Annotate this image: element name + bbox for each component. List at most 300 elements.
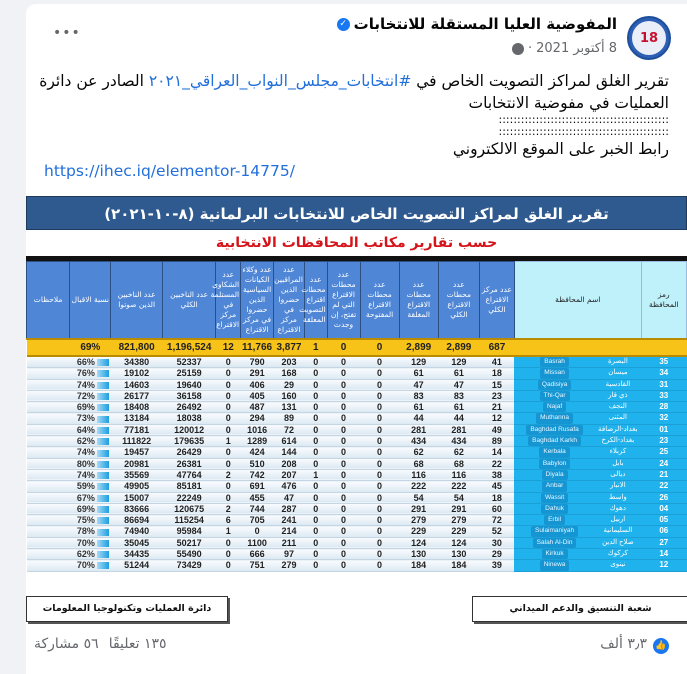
cell-suspended: 0 — [304, 549, 327, 560]
cell-closed: 279 — [399, 515, 438, 526]
turnout-bar — [97, 529, 109, 536]
turnout-value: 62% — [76, 436, 95, 447]
cell-observers: 241 — [274, 515, 305, 526]
cell-total-stations: 47 — [438, 379, 479, 390]
cell-closed: 434 — [399, 436, 438, 447]
province-en-label: Erbil — [544, 515, 565, 525]
globe-icon — [512, 43, 524, 55]
cell-observers: 476 — [274, 481, 305, 492]
cell-total-voters: 22249 — [162, 492, 216, 503]
turnout-bar — [97, 506, 109, 513]
cell-closed: 130 — [399, 549, 438, 560]
turnout-value: 67% — [76, 492, 95, 503]
turnout-bar — [97, 540, 109, 547]
cell-not-opened: 0 — [327, 424, 360, 435]
cell-total-centers: 29 — [479, 549, 514, 560]
post-date[interactable]: 8 أكتوبر 2021 — [536, 41, 617, 56]
cell-not-opened: 0 — [327, 356, 360, 368]
cell-province-name-en — [514, 503, 594, 514]
page-avatar[interactable] — [627, 16, 671, 60]
cell-party-agents: 424 — [241, 447, 274, 458]
cell-total-stations: 281 — [438, 424, 479, 435]
cell-province-code: 33 — [641, 390, 686, 401]
news-url-link[interactable]: https://ihec.iq/elementor-14775/ — [44, 162, 295, 180]
cell-total-stations: 62 — [438, 447, 479, 458]
cell-suspended: 0 — [304, 537, 327, 548]
cell-observers: 208 — [274, 458, 305, 469]
row-notes — [27, 447, 70, 458]
cell-party-agents: 294 — [241, 413, 274, 424]
table-row — [27, 413, 687, 424]
cell-province-name-en — [514, 447, 594, 458]
cell-province-name-ar: كركوك — [595, 549, 641, 560]
cell-total-stations: 222 — [438, 481, 479, 492]
cell-province-name-en — [514, 549, 594, 560]
province-en-label: Kirkuk — [542, 549, 568, 559]
cell-province-name-ar: السليمانية — [595, 526, 641, 537]
row-notes — [27, 469, 70, 480]
cell-province-name-ar: القادسية — [595, 379, 641, 390]
cell-total-stations: 124 — [438, 537, 479, 548]
province-en-label: Missan — [540, 368, 569, 378]
cell-suspended: 0 — [304, 492, 327, 503]
post-text-pre: تقرير الغلق لمراكز التصويت الخاص في — [411, 72, 669, 90]
province-en-label: Ninewa — [540, 560, 570, 570]
engagement-bar — [0, 626, 687, 662]
turnout-value: 76% — [76, 368, 95, 379]
cell-suspended: 0 — [304, 481, 327, 492]
cell-turnout — [70, 368, 111, 379]
cell-turnout — [70, 481, 111, 492]
comment-share-stats — [34, 636, 167, 652]
table-row — [27, 356, 687, 368]
report-image[interactable] — [26, 196, 687, 636]
cell-turnout — [70, 458, 111, 469]
table-row — [27, 481, 687, 492]
turnout-bar — [97, 370, 109, 377]
cell-observers: 207 — [274, 469, 305, 480]
cell-party-agents: 455 — [241, 492, 274, 503]
col-suspended: عدد محطات اقتراع التصويت المعلقة — [304, 262, 327, 340]
cell-suspended: 0 — [304, 390, 327, 401]
cell-not-opened: 0 — [327, 515, 360, 526]
cell-turnout — [70, 424, 111, 435]
cell-complaints: 1 — [216, 436, 241, 447]
cell-province-name-en — [514, 469, 594, 480]
cell-voted: 13184 — [111, 413, 162, 424]
cell-complaints: 0 — [216, 537, 241, 548]
shares-count[interactable]: ٥٦ مشاركة — [34, 636, 99, 652]
cell-opened: 0 — [360, 447, 399, 458]
cell-total-centers: 60 — [479, 503, 514, 514]
cell-province-name-ar: واسط — [595, 492, 641, 503]
cell-total-stations: 61 — [438, 402, 479, 413]
cell-complaints: 1 — [216, 526, 241, 537]
cell-province-name-ar: بابل — [595, 458, 641, 469]
divider-dots: :::::::::::::::::::::::::::::::::::::::::::::: — [498, 125, 669, 138]
cell-total-stations: 434 — [438, 436, 479, 447]
post-text — [29, 70, 669, 160]
cell-province-name-en — [514, 413, 594, 424]
cell-total-voters: 26492 — [162, 402, 216, 413]
cell-province-code: 27 — [641, 537, 686, 548]
province-en-label: Baghdad Karkh — [528, 436, 581, 446]
turnout-value: 69% — [76, 402, 95, 413]
row-notes — [27, 515, 70, 526]
cell-party-agents: 1016 — [241, 424, 274, 435]
cell-complaints: 0 — [216, 458, 241, 469]
cell-voted: 49905 — [111, 481, 162, 492]
cell-party-agents: 705 — [241, 515, 274, 526]
turnout-bar — [97, 461, 109, 468]
report-subtitle: حسب تقارير مكاتب المحافظات الانتخابية — [26, 230, 687, 257]
cell-suspended: 0 — [304, 413, 327, 424]
cell-total-stations: 68 — [438, 458, 479, 469]
cell-total-voters: 52337 — [162, 356, 216, 368]
cell-province-name-en — [514, 368, 594, 379]
cell-turnout — [70, 402, 111, 413]
cell-party-agents: 510 — [241, 458, 274, 469]
cell-total-voters: 25159 — [162, 368, 216, 379]
col-province-name: اسم المحافظة — [514, 262, 641, 340]
cell-complaints: 2 — [216, 503, 241, 514]
cell-province-name-ar: البصرة — [595, 356, 641, 368]
cell-suspended: 0 — [304, 379, 327, 390]
avatar-logo: 18 — [632, 21, 666, 55]
turnout-value: 74% — [76, 447, 95, 458]
cell-voted: 19102 — [111, 368, 162, 379]
table-row — [27, 447, 687, 458]
cell-opened: 0 — [360, 549, 399, 560]
cell-closed: 83 — [399, 390, 438, 401]
cell-province-name-en — [514, 537, 594, 548]
cell-voted: 35569 — [111, 469, 162, 480]
total-not-opened: 0 — [327, 339, 360, 356]
cell-total-voters: 36158 — [162, 390, 216, 401]
cell-province-name-ar: دهوك — [595, 503, 641, 514]
cell-total-stations: 291 — [438, 503, 479, 514]
cell-turnout — [70, 503, 111, 514]
cell-province-name-en — [514, 458, 594, 469]
turnout-value: 59% — [76, 481, 95, 492]
cell-suspended: 0 — [304, 368, 327, 379]
cell-province-name-en — [514, 379, 594, 390]
cell-province-code: 01 — [641, 424, 686, 435]
cell-closed: 291 — [399, 503, 438, 514]
cell-complaints: 0 — [216, 368, 241, 379]
row-notes — [27, 390, 70, 401]
cell-province-name-en — [514, 515, 594, 526]
cell-closed: 124 — [399, 537, 438, 548]
province-en-label: Baghdad Rusafa — [526, 425, 582, 435]
cell-total-voters: 95984 — [162, 526, 216, 537]
col-closed: عدد محطات الاقتراع المغلقة — [399, 262, 438, 340]
cell-not-opened: 0 — [327, 469, 360, 480]
cell-turnout — [70, 549, 111, 560]
cell-not-opened: 0 — [327, 526, 360, 537]
hashtag-link[interactable]: #انتخابات_مجلس_النواب_العراقي_٢٠٢١ — [148, 72, 412, 90]
turnout-bar — [97, 404, 109, 411]
cell-total-voters: 120012 — [162, 424, 216, 435]
row-notes — [27, 424, 70, 435]
turnout-value: 74% — [76, 469, 95, 480]
table-row — [27, 560, 687, 571]
cell-suspended: 0 — [304, 402, 327, 413]
cell-turnout — [70, 492, 111, 503]
cell-province-code: 28 — [641, 402, 686, 413]
turnout-bar — [97, 427, 109, 434]
cell-total-stations: 116 — [438, 469, 479, 480]
cell-voted: 15007 — [111, 492, 162, 503]
turnout-value: 70% — [76, 560, 95, 571]
cell-opened: 0 — [360, 458, 399, 469]
cell-province-name-ar: ميسان — [595, 368, 641, 379]
cell-observers: 131 — [274, 402, 305, 413]
cell-total-stations: 129 — [438, 356, 479, 368]
totals-row — [27, 339, 687, 356]
cell-province-name-ar: ديالى — [595, 469, 641, 480]
cell-total-centers: 52 — [479, 526, 514, 537]
cell-complaints: 6 — [216, 515, 241, 526]
turnout-bar — [97, 393, 109, 400]
total-closed: 2,899 — [399, 339, 438, 356]
cell-province-code: 31 — [641, 379, 686, 390]
col-opened: عدد محطات الاقتراع المفتوحة — [360, 262, 399, 340]
table-row — [27, 368, 687, 379]
turnout-bar — [97, 517, 109, 524]
cell-suspended: 0 — [304, 458, 327, 469]
province-en-label: Diyala — [542, 470, 568, 480]
cell-observers: 47 — [274, 492, 305, 503]
cell-suspended: 0 — [304, 515, 327, 526]
row-notes — [27, 436, 70, 447]
cell-total-centers: 15 — [479, 379, 514, 390]
meta-separator: · — [527, 41, 533, 56]
turnout-value: 78% — [76, 526, 95, 537]
cell-total-voters: 50217 — [162, 537, 216, 548]
link-caption: رابط الخبر على الموقع الالكتروني — [452, 140, 669, 158]
cell-total-stations: 44 — [438, 413, 479, 424]
table-row — [27, 402, 687, 413]
cell-opened: 0 — [360, 424, 399, 435]
cell-province-name-ar: بغداد-الكرخ — [595, 436, 641, 447]
post-text-post: الصادر عن دائرة العمليات في مفوضية الانتخابات — [39, 72, 669, 112]
col-observers: عدد المراقبين الذين حضروا في مركز الاقتراع — [274, 262, 305, 340]
turnout-bar — [97, 495, 109, 502]
col-voted: عدد الناخبين الذين صوتوا — [111, 262, 162, 340]
turnout-value: 70% — [76, 537, 95, 548]
cell-closed: 229 — [399, 526, 438, 537]
total-complaints: 12 — [216, 339, 241, 356]
cell-voted: 26177 — [111, 390, 162, 401]
cell-turnout — [70, 537, 111, 548]
cell-complaints: 0 — [216, 481, 241, 492]
cell-voted: 35045 — [111, 537, 162, 548]
cell-observers: 89 — [274, 413, 305, 424]
cell-complaints: 0 — [216, 379, 241, 390]
comments-count[interactable]: ١٣٥ تعليقًا — [108, 636, 167, 652]
table-row — [27, 469, 687, 480]
cell-province-name-ar: صلاح الدين — [595, 537, 641, 548]
table-row — [27, 549, 687, 560]
cell-province-name-en — [514, 560, 594, 571]
total-voted: 821,800 — [111, 339, 162, 356]
cell-total-centers: 18 — [479, 368, 514, 379]
total-stations: 2,899 — [438, 339, 479, 356]
cell-total-centers: 45 — [479, 481, 514, 492]
cell-complaints: 0 — [216, 413, 241, 424]
cell-province-code: 25 — [641, 447, 686, 458]
province-en-label: Basrah — [540, 357, 569, 367]
cell-voted: 74940 — [111, 526, 162, 537]
row-notes — [27, 413, 70, 424]
turnout-bar — [97, 483, 109, 490]
cell-party-agents: 406 — [241, 379, 274, 390]
cell-opened: 0 — [360, 368, 399, 379]
cell-opened: 0 — [360, 413, 399, 424]
row-notes — [27, 458, 70, 469]
cell-total-centers: 23 — [479, 390, 514, 401]
table-row — [27, 379, 687, 390]
col-total-centers: عدد مركز الاقتراع الكلي — [479, 262, 514, 340]
turnout-value: 74% — [76, 379, 95, 390]
cell-suspended: 0 — [304, 526, 327, 537]
table-header-row — [27, 262, 687, 340]
cell-observers: 168 — [274, 368, 305, 379]
row-notes — [27, 402, 70, 413]
province-en-label: Salah Al-Din — [533, 538, 577, 548]
cell-total-stations: 279 — [438, 515, 479, 526]
more-options-button[interactable]: ••• — [53, 25, 81, 41]
cell-observers: 211 — [274, 537, 305, 548]
cell-closed: 44 — [399, 413, 438, 424]
col-total-voters: عدد الناخبين الكلي — [162, 262, 216, 340]
row-notes — [27, 481, 70, 492]
cell-province-name-ar: المثنى — [595, 413, 641, 424]
cell-province-code: 35 — [641, 356, 686, 368]
cell-suspended: 0 — [304, 356, 327, 368]
cell-voted: 14603 — [111, 379, 162, 390]
cell-party-agents: 0 — [241, 526, 274, 537]
cell-turnout — [70, 469, 111, 480]
cell-observers: 72 — [274, 424, 305, 435]
cell-opened: 0 — [360, 526, 399, 537]
cell-not-opened: 0 — [327, 390, 360, 401]
cell-opened: 0 — [360, 560, 399, 571]
cell-province-name-en — [514, 492, 594, 503]
cell-complaints: 0 — [216, 424, 241, 435]
cell-total-voters: 85181 — [162, 481, 216, 492]
page-name-link[interactable]: المفوضية العليا المستقلة للانتخابات — [353, 15, 617, 33]
cell-total-centers: 72 — [479, 515, 514, 526]
cell-party-agents: 487 — [241, 402, 274, 413]
cell-complaints: 0 — [216, 447, 241, 458]
cell-total-stations: 83 — [438, 390, 479, 401]
likes-count[interactable]: ٣٫٣ ألف — [600, 636, 647, 652]
cell-voted: 34380 — [111, 356, 162, 368]
cell-province-code: 14 — [641, 549, 686, 560]
cell-not-opened: 0 — [327, 402, 360, 413]
table-row — [27, 424, 687, 435]
cell-closed: 68 — [399, 458, 438, 469]
province-en-label: Sulaimaniyah — [531, 526, 578, 536]
totals-province-blank — [514, 339, 686, 356]
table-row — [27, 503, 687, 514]
cell-province-code: 06 — [641, 526, 686, 537]
cell-observers: 97 — [274, 549, 305, 560]
cell-party-agents: 1100 — [241, 537, 274, 548]
cell-province-name-en — [514, 481, 594, 492]
cell-total-centers: 49 — [479, 424, 514, 435]
row-notes — [27, 549, 70, 560]
cell-not-opened: 0 — [327, 368, 360, 379]
turnout-bar — [97, 438, 109, 445]
cell-opened: 0 — [360, 436, 399, 447]
turnout-value: 69% — [76, 503, 95, 514]
cell-province-code: 32 — [641, 413, 686, 424]
province-en-label: Babylon — [539, 459, 571, 469]
total-turnout: 69% — [70, 339, 111, 356]
cell-suspended: 1 — [304, 469, 327, 480]
row-notes — [27, 526, 70, 537]
province-en-label: Muthanna — [536, 413, 573, 423]
cell-observers: 144 — [274, 447, 305, 458]
row-notes — [27, 560, 70, 571]
cell-total-voters: 73429 — [162, 560, 216, 571]
total-notes — [27, 339, 70, 356]
footer-coordination-unit: شعبة التنسيق والدعم الميداني — [472, 596, 687, 622]
cell-complaints: 0 — [216, 549, 241, 560]
turnout-value: 62% — [76, 549, 95, 560]
turnout-value: 72% — [76, 390, 95, 401]
table-row — [27, 458, 687, 469]
cell-voted: 83666 — [111, 503, 162, 514]
cell-total-stations: 184 — [438, 560, 479, 571]
cell-turnout — [70, 447, 111, 458]
cell-province-code: 34 — [641, 368, 686, 379]
cell-opened: 0 — [360, 379, 399, 390]
cell-province-code: 04 — [641, 503, 686, 514]
cell-not-opened: 0 — [327, 379, 360, 390]
cell-closed: 222 — [399, 481, 438, 492]
cell-province-name-en — [514, 526, 594, 537]
row-notes — [27, 537, 70, 548]
table-row — [27, 436, 687, 447]
row-notes — [27, 379, 70, 390]
cell-total-centers: 39 — [479, 560, 514, 571]
cell-province-name-ar: كربلاء — [595, 447, 641, 458]
cell-total-centers: 38 — [479, 469, 514, 480]
cell-opened: 0 — [360, 537, 399, 548]
cell-suspended: 0 — [304, 436, 327, 447]
total-opened: 0 — [360, 339, 399, 356]
like-reaction-icon[interactable]: 👍 — [653, 638, 669, 654]
cell-observers: 214 — [274, 526, 305, 537]
total-suspended: 1 — [304, 339, 327, 356]
cell-province-name-en — [514, 390, 594, 401]
cell-province-name-ar: الانبار — [595, 481, 641, 492]
cell-total-voters: 179635 — [162, 436, 216, 447]
cell-suspended: 0 — [304, 424, 327, 435]
cell-turnout — [70, 413, 111, 424]
cell-observers: 160 — [274, 390, 305, 401]
province-en-label: Qadisiya — [538, 380, 571, 390]
turnout-bar — [97, 416, 109, 423]
col-complaints: عدد الشكاوى المستلمة في مركز الاقتراع — [216, 262, 241, 340]
cell-province-name-ar: ذي قار — [595, 390, 641, 401]
cell-opened: 0 — [360, 503, 399, 514]
cell-party-agents: 1289 — [241, 436, 274, 447]
